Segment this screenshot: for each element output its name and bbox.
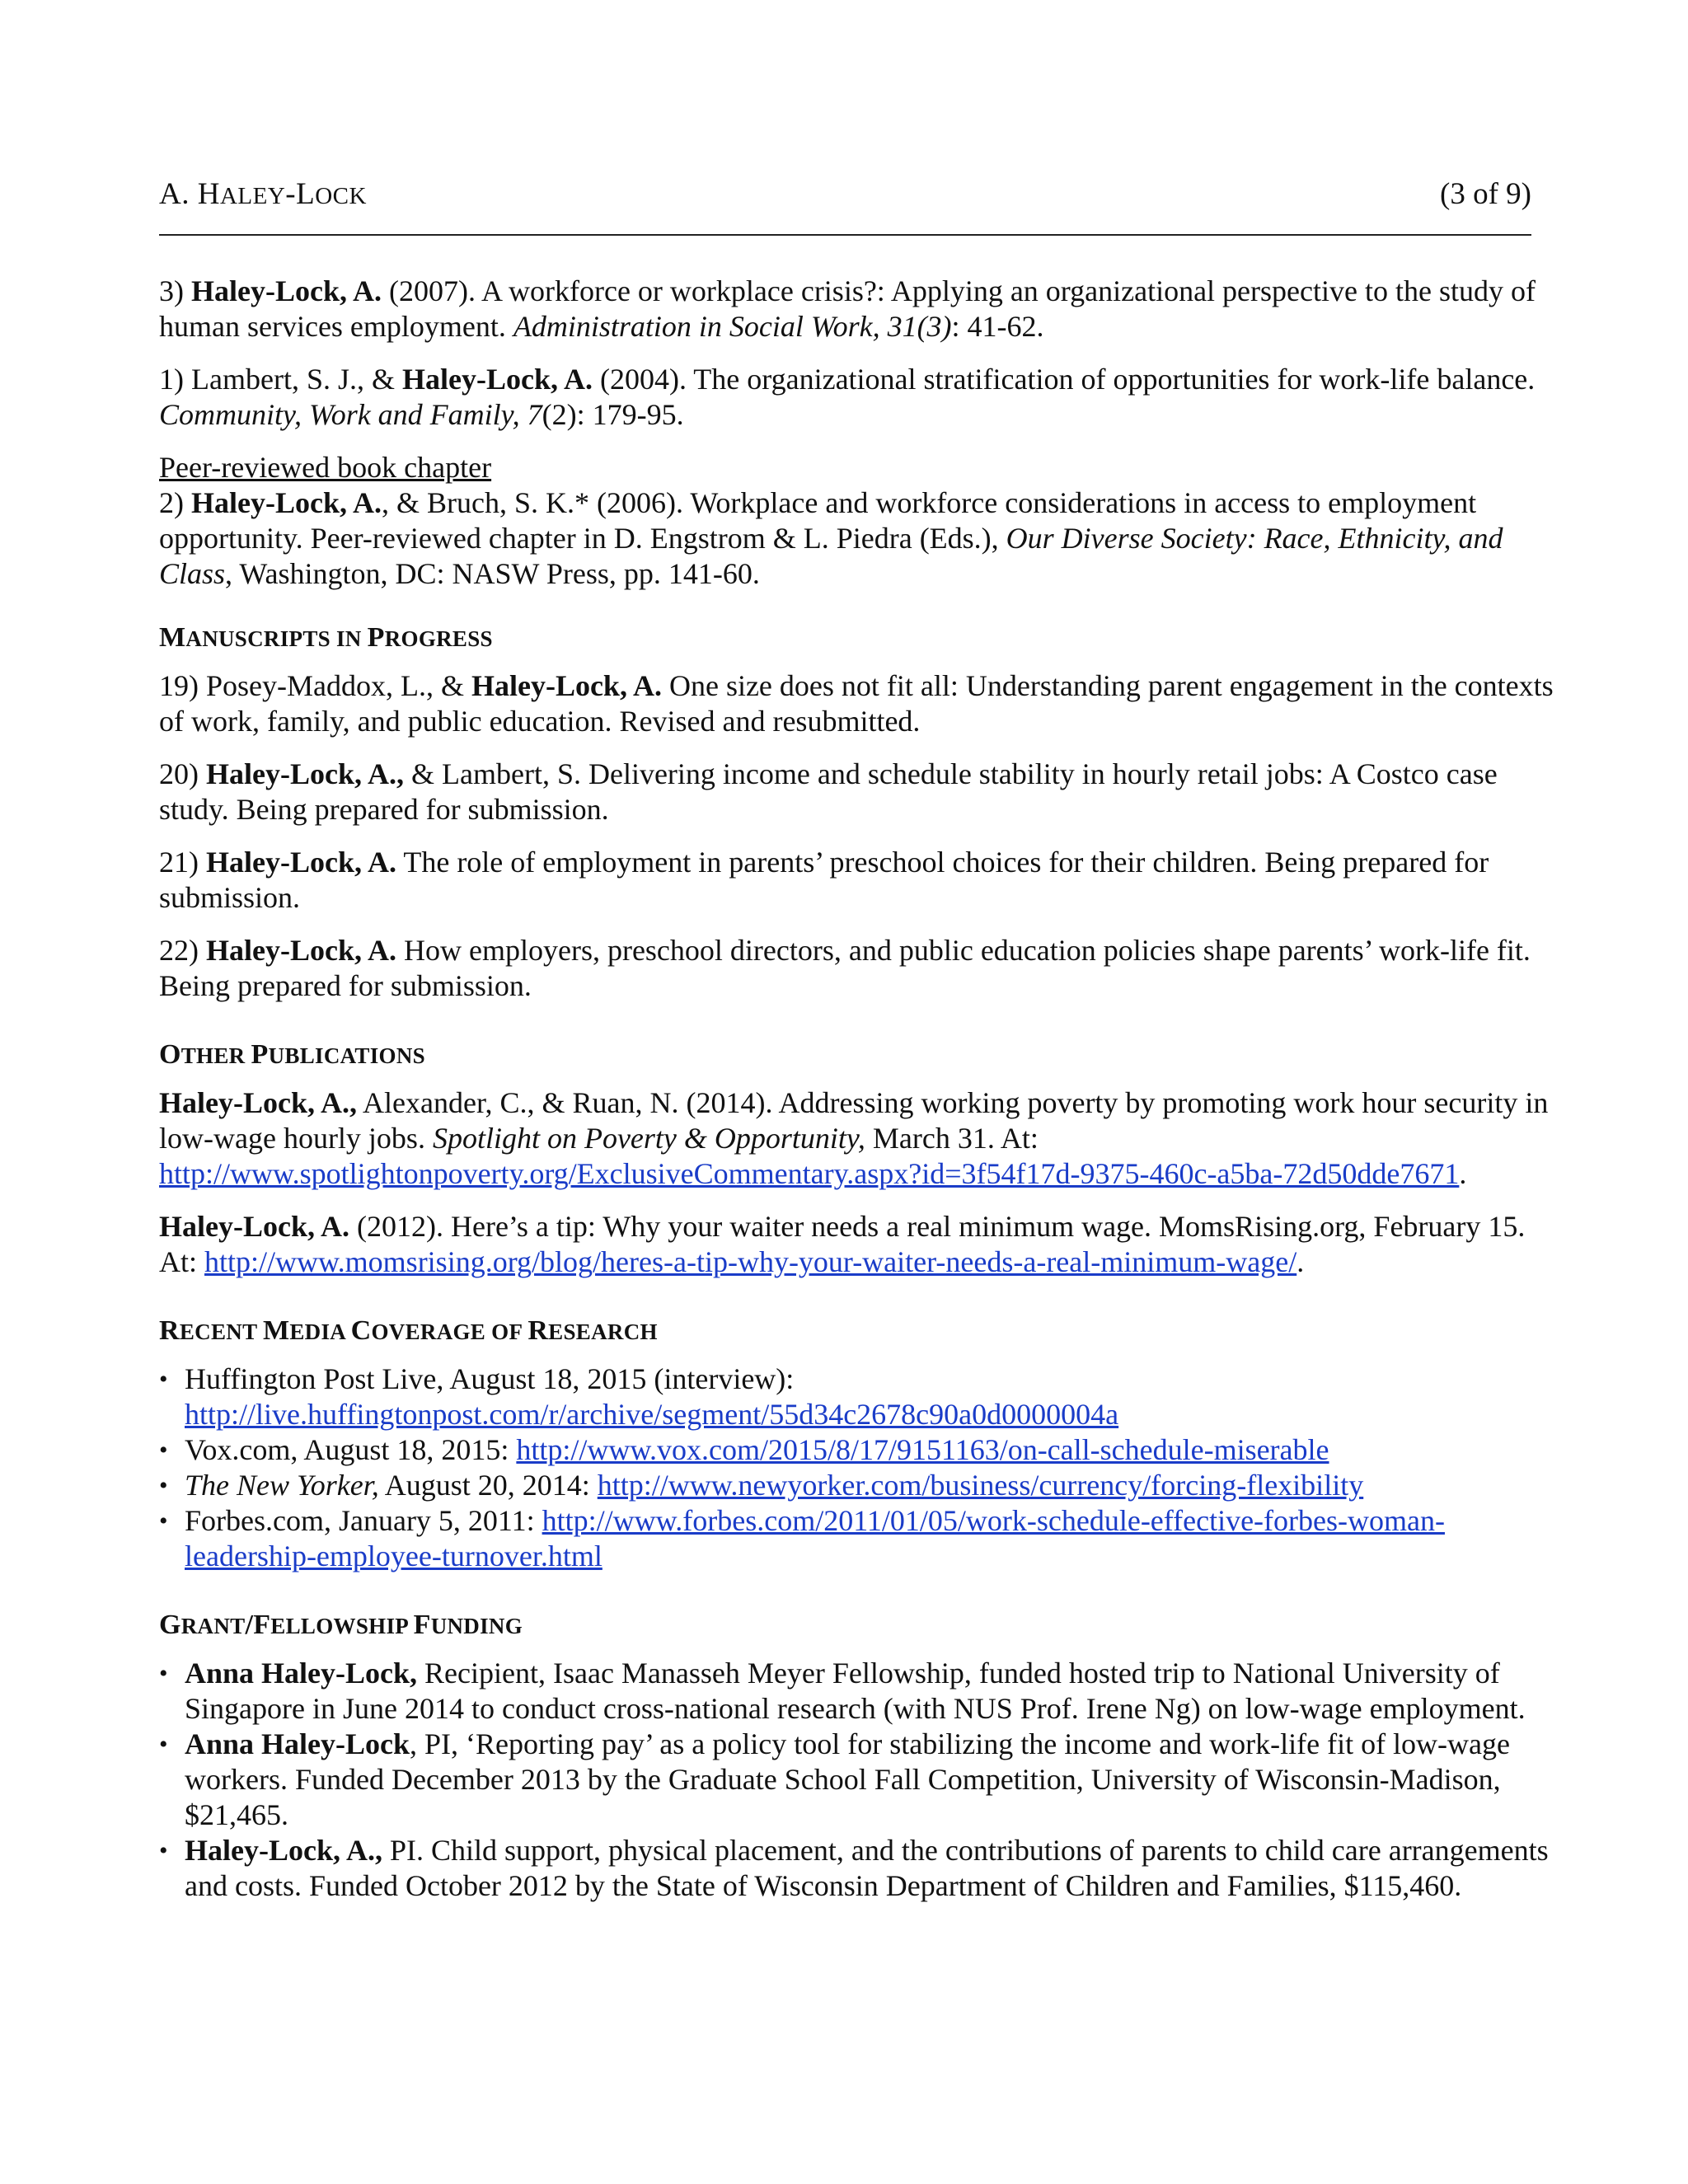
header-divider — [159, 234, 1531, 236]
newyorker-link[interactable]: http://www.newyorker.com/business/currency/forcing-flexibility — [597, 1469, 1364, 1502]
bullet-icon: • — [159, 1837, 168, 1864]
manuscript-entry: 20) Haley-Lock, A., & Lambert, S. Delivering income and schedule stability in hourly retail jobs: A Costco case study. Being prepared for submission. — [159, 757, 1498, 826]
bullet-icon: • — [159, 1731, 168, 1758]
bullet-icon: • — [159, 1472, 168, 1499]
list-item: • Huffington Post Live, August 18, 2015 (interview): http://live.huffingtonpost.com/r/archive/segment/55d34c2678c90a0d0000004a — [159, 1362, 1119, 1431]
list-item: • Forbes.com, January 5, 2011: http://www.forbes.com/2011/01/05/work-schedule-effective-forbes-woman-leadership-employee-turnover.html — [159, 1504, 1445, 1572]
forbes-link[interactable]: http://www.forbes.com/2011/01/05/work-schedule-effective-forbes-woman-leadership-employee-turnover.html — [185, 1504, 1445, 1572]
list-item: • Anna Haley-Lock, PI, ‘Reporting pay’ as a policy tool for stabilizing the income and work-life fit of low-wage workers. Funded December 2013 by the Graduate School Fall Competition, University of Wisconsin-Madison, $21,465. — [159, 1727, 1511, 1831]
publication-entry: 3) Haley-Lock, A. (2007). A workforce or workplace crisis?: Applying an organizational perspective to the study of human services employment. Administration in Social Work, 31(3): 41-62. — [159, 274, 1536, 343]
author-running-head: A. HALEY-LOCK — [159, 177, 367, 211]
funding-heading: GRANT/FELLOWSHIP FUNDING — [159, 1610, 523, 1640]
manuscript-entry: 22) Haley-Lock, A. How employers, preschool directors, and public education policies shape parents’ work-life fit. Being prepared for submission. — [159, 934, 1531, 1002]
manuscript-entry: 21) Haley-Lock, A. The role of employment in parents’ preschool choices for their children. Being prepared for submission. — [159, 846, 1489, 914]
funding-list — [159, 1656, 1562, 1904]
bullet-icon: • — [159, 1660, 168, 1687]
other-publications-heading: OTHER PUBLICATIONS — [159, 1039, 425, 1070]
list-item: • Haley-Lock, A., PI. Child support, physical placement, and the contributions of parents to child care arrangements and costs. Funded October 2012 by the State of Wisconsin Department of Children and Families, $115,460. — [159, 1834, 1549, 1902]
momsrising-link[interactable]: http://www.momsrising.org/blog/heres-a-tip-why-your-waiter-needs-a-real-minimum-wage/ — [204, 1245, 1297, 1278]
list-item: • The New Yorker, August 20, 2014: http://www.newyorker.com/business/currency/forcing-flexibility — [159, 1469, 1364, 1502]
manuscripts-heading: MANUSCRIPTS IN PROGRESS — [159, 622, 493, 653]
list-item: • Anna Haley-Lock, Recipient, Isaac Manasseh Meyer Fellowship, funded hosted trip to National University of Singapore in June 2014 to conduct cross-national research (with NUS Prof. Irene Ng) on low-wage employment. — [159, 1657, 1526, 1725]
book-chapter-entry: 2) Haley-Lock, A., & Bruch, S. K.* (2006). Workplace and workforce considerations in access to employment opportunity. Peer-reviewed chapter in D. Engstrom & L. Piedra (Eds.), Our Diverse Society: Race, Ethnicity, and Class, Washington, DC: NASW Press, pp. 141-60. — [159, 486, 1503, 590]
page-number: (3 of 9) — [1440, 177, 1531, 211]
spotlight-link[interactable]: http://www.spotlightonpoverty.org/ExclusiveCommentary.aspx?id=3f54f17d-9375-460c-a5ba-72d50dde7671 — [159, 1157, 1460, 1190]
list-item: • Vox.com, August 18, 2015: http://www.vox.com/2015/8/17/9151163/on-call-schedule-miserable — [159, 1433, 1329, 1466]
bullet-icon: • — [159, 1507, 168, 1535]
vox-link[interactable]: http://www.vox.com/2015/8/17/9151163/on-call-schedule-miserable — [516, 1433, 1329, 1466]
bullet-icon: • — [159, 1436, 168, 1464]
manuscript-entry: 19) Posey-Maddox, L., & Haley-Lock, A. One size does not fit all: Understanding parent engagement in the contexts of work, family, and public education. Revised and resubmitted. — [159, 669, 1554, 738]
other-publication-entry: Haley-Lock, A., Alexander, C., & Ruan, N. (2014). Addressing working poverty by promoting work hour security in low-wage hourly jobs. Spotlight on Poverty & Opportunity, March 31. At: http://www.spotlightonpoverty.org/ExclusiveCommentary.aspx?id=3f54f17d-9375-460c-a5ba-72d50dde7671. — [159, 1086, 1549, 1190]
huffington-link[interactable]: http://live.huffingtonpost.com/r/archive/segment/55d34c2678c90a0d0000004a — [185, 1398, 1119, 1431]
page-header — [159, 176, 1531, 219]
publication-entry: 1) Lambert, S. J., & Haley-Lock, A. (2004). The organizational stratification of opportunities for work-life balance. Community, Work and Family, 7(2): 179-95. — [159, 363, 1536, 431]
bullet-icon: • — [159, 1366, 168, 1393]
book-chapter-subheading: Peer-reviewed book chapter — [159, 451, 492, 484]
page-content — [159, 274, 1562, 1904]
other-publication-entry: Haley-Lock, A. (2012). Here’s a tip: Why your waiter needs a real minimum wage. MomsRising.org, February 15. At: http://www.momsrising.org/blog/heres-a-tip-why-your-waiter-needs-a-real-minimum-wage/. — [159, 1210, 1526, 1278]
media-coverage-heading: RECENT MEDIA COVERAGE OF RESEARCH — [159, 1315, 658, 1346]
media-coverage-list — [159, 1361, 1562, 1574]
